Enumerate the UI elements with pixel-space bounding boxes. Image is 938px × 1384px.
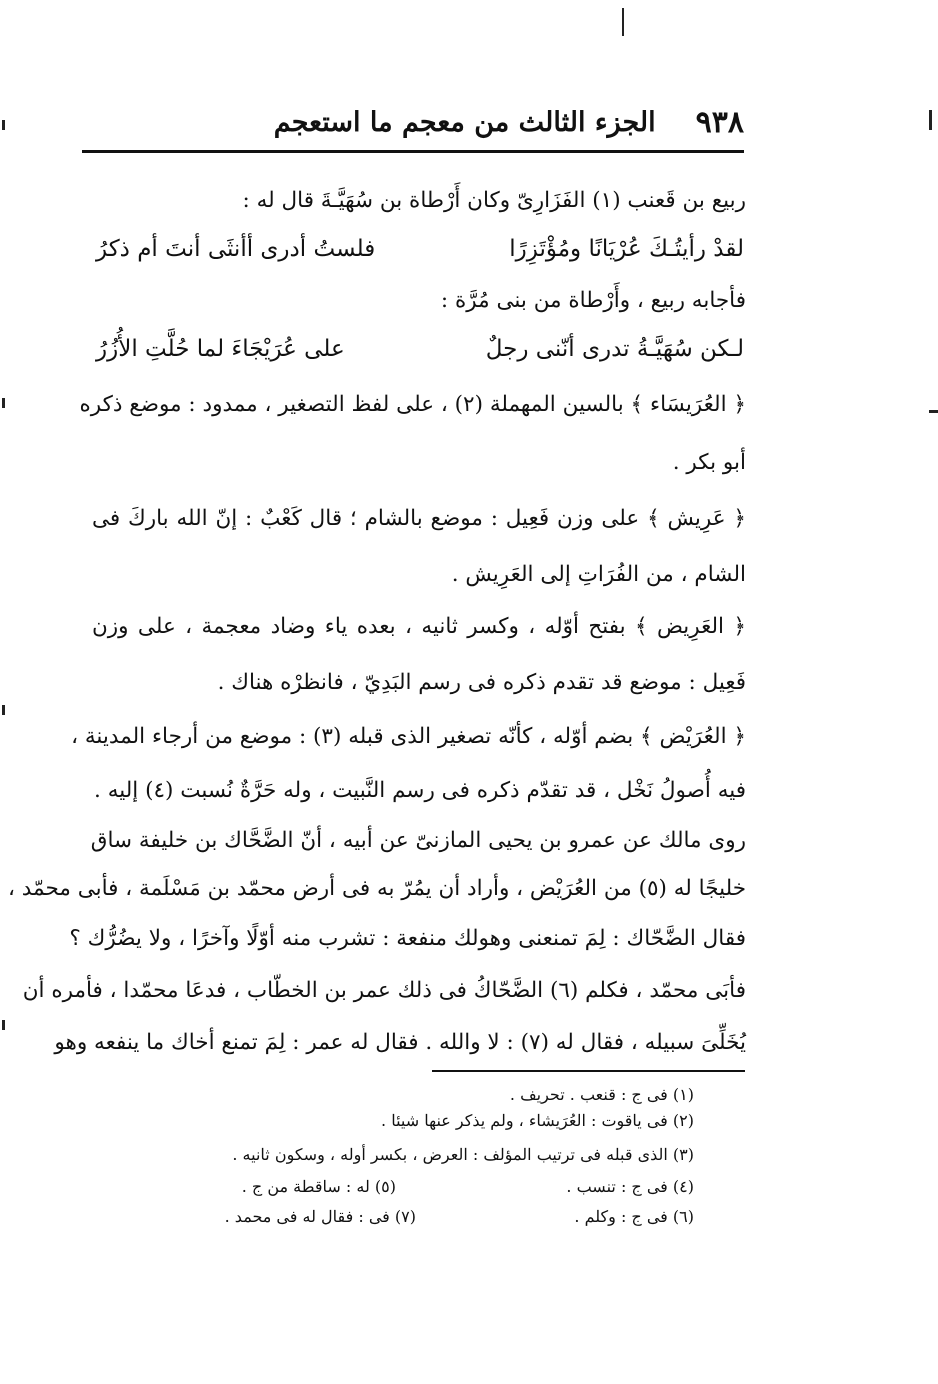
footnote: (٧) فى : فقال له فى محمد .	[224, 1207, 416, 1226]
page-header	[82, 96, 744, 148]
verse-line	[96, 333, 744, 365]
verse-line	[96, 233, 744, 265]
body-line: فيه أُصولُ نَخْل ، قد تقدّم ذكره فى رسم النَّبيت ، وله حَرَّةٌ نُسبت (٤) إليه .	[94, 778, 746, 803]
entry-heading-line: ﴿ العُرَيْض ﴾ بضم أوّله ، كأنّه تصغير الذى قبله (٣) : موضع من أرجاء المدينة ،	[71, 724, 746, 749]
entry-heading-line: ﴿ العُرَيسَاء ﴾ بالسين المهملة (٢) ، على لفظ التصغير ، ممدود : موضع ذكره	[79, 392, 746, 417]
scan-mark-right	[929, 110, 932, 130]
body-line: روى مالك عن عمرو بن يحيى المازنىّ عن أبيه ، أنّ الضَّحَّاك بن خليفة ساق	[90, 828, 746, 853]
footnote: (٢) فى ياقوت : العُرَيشاء ، ولم يذكر عنها شيئا .	[381, 1111, 694, 1130]
scan-mark-left	[2, 398, 5, 408]
body-line: فأبَى محمّد ، فكلم (٦) الضَّحّاكُ فى ذلك عمر بن الخطّاب ، فدعَا محمّدا ، فأمره أن	[22, 978, 746, 1003]
body-line: فقال الضَّحّاك : لِمَ تمنعنى وهولك منفعة : تشرب منه أوّلًا وآخرًا ، ولا يضُرُّك ؟	[69, 926, 746, 951]
body-line: فأجابه ربيع ، وأَرْطاة من بنى مُرَّة :	[440, 288, 746, 313]
scan-mark-left	[2, 120, 5, 130]
footnote: (٣) الذى قبله فى ترتيب المؤلف : العرض ، بكسر أوله ، وسكون ثانيه .	[232, 1145, 694, 1164]
verse-hemistich: لقدْ رأيتُـكَ عُرْيَانًا ومُؤْتَزِرًا	[509, 236, 744, 262]
body-line: خليجًا له (٥) من العُرَيْض ، وأراد أن يمُرّ به فى أرض محمّد بن مَسْلَمة ، فأبى محمّد ،	[7, 876, 746, 901]
scan-mark-left	[2, 705, 5, 715]
scan-mark-right	[929, 410, 938, 413]
header-rule	[82, 150, 744, 153]
page-number: ٩٣٨	[695, 104, 744, 140]
footnote: (٦) فى ج : وكلم .	[574, 1207, 694, 1226]
verse-hemistich: على عُرَيْجَاءَ لما حُلَّتِ الأُزُرُ	[96, 336, 345, 362]
entry-heading-line: ﴿ عَرِيش ﴾ على وزن فَعِيل : موضع بالشام ؛ قال كَعْبٌ : إنّ الله باركَ فى	[92, 506, 746, 531]
footnote: (١) فى ج : قنعب . تحريف .	[509, 1085, 694, 1104]
verse-hemistich: فلستُ أدرى أأنثَى أنتَ أم ذكرُ	[96, 236, 376, 262]
scan-mark-left	[2, 1020, 5, 1030]
footnote: (٤) فى ج : تنسب .	[566, 1177, 694, 1196]
verse-hemistich: لـكن سُهَيَّـةُ تدرى أنّنى رجلٌ	[485, 336, 744, 362]
scan-mark-top	[622, 8, 624, 36]
body-line: الشام ، من الفُرَاتِ إلى العَرِيش .	[451, 562, 746, 587]
body-line: يُخَلِّىَ سبيله ، فقال له (٧) : لا والله . فقال له عمر : لِمَ تمنع أخاك ما ينفعه وهو	[54, 1030, 746, 1055]
footnote: (٥) له : ساقطة من ج .	[241, 1177, 396, 1196]
body-line: أبو بكر .	[672, 450, 746, 475]
footnote-rule	[432, 1070, 745, 1072]
entry-heading-line: ﴿ العَرِيض ﴾ بفتح أوّله ، وكسر ثانيه ، بعده ياء وضاد معجمة ، على وزن	[92, 614, 746, 639]
running-title: الجزء الثالث من معجم ما استعجم	[273, 106, 656, 138]
body-line: فَعِيل : موضع قد تقدم ذكره فى رسم البَدِيّ ، فانظرْه هناك .	[217, 670, 746, 695]
body-line: ربيع بن قَعنب (١) الفَزَارِىّ وكان أَرْطاة بن سُهَيَّـةَ قال له :	[242, 188, 746, 213]
